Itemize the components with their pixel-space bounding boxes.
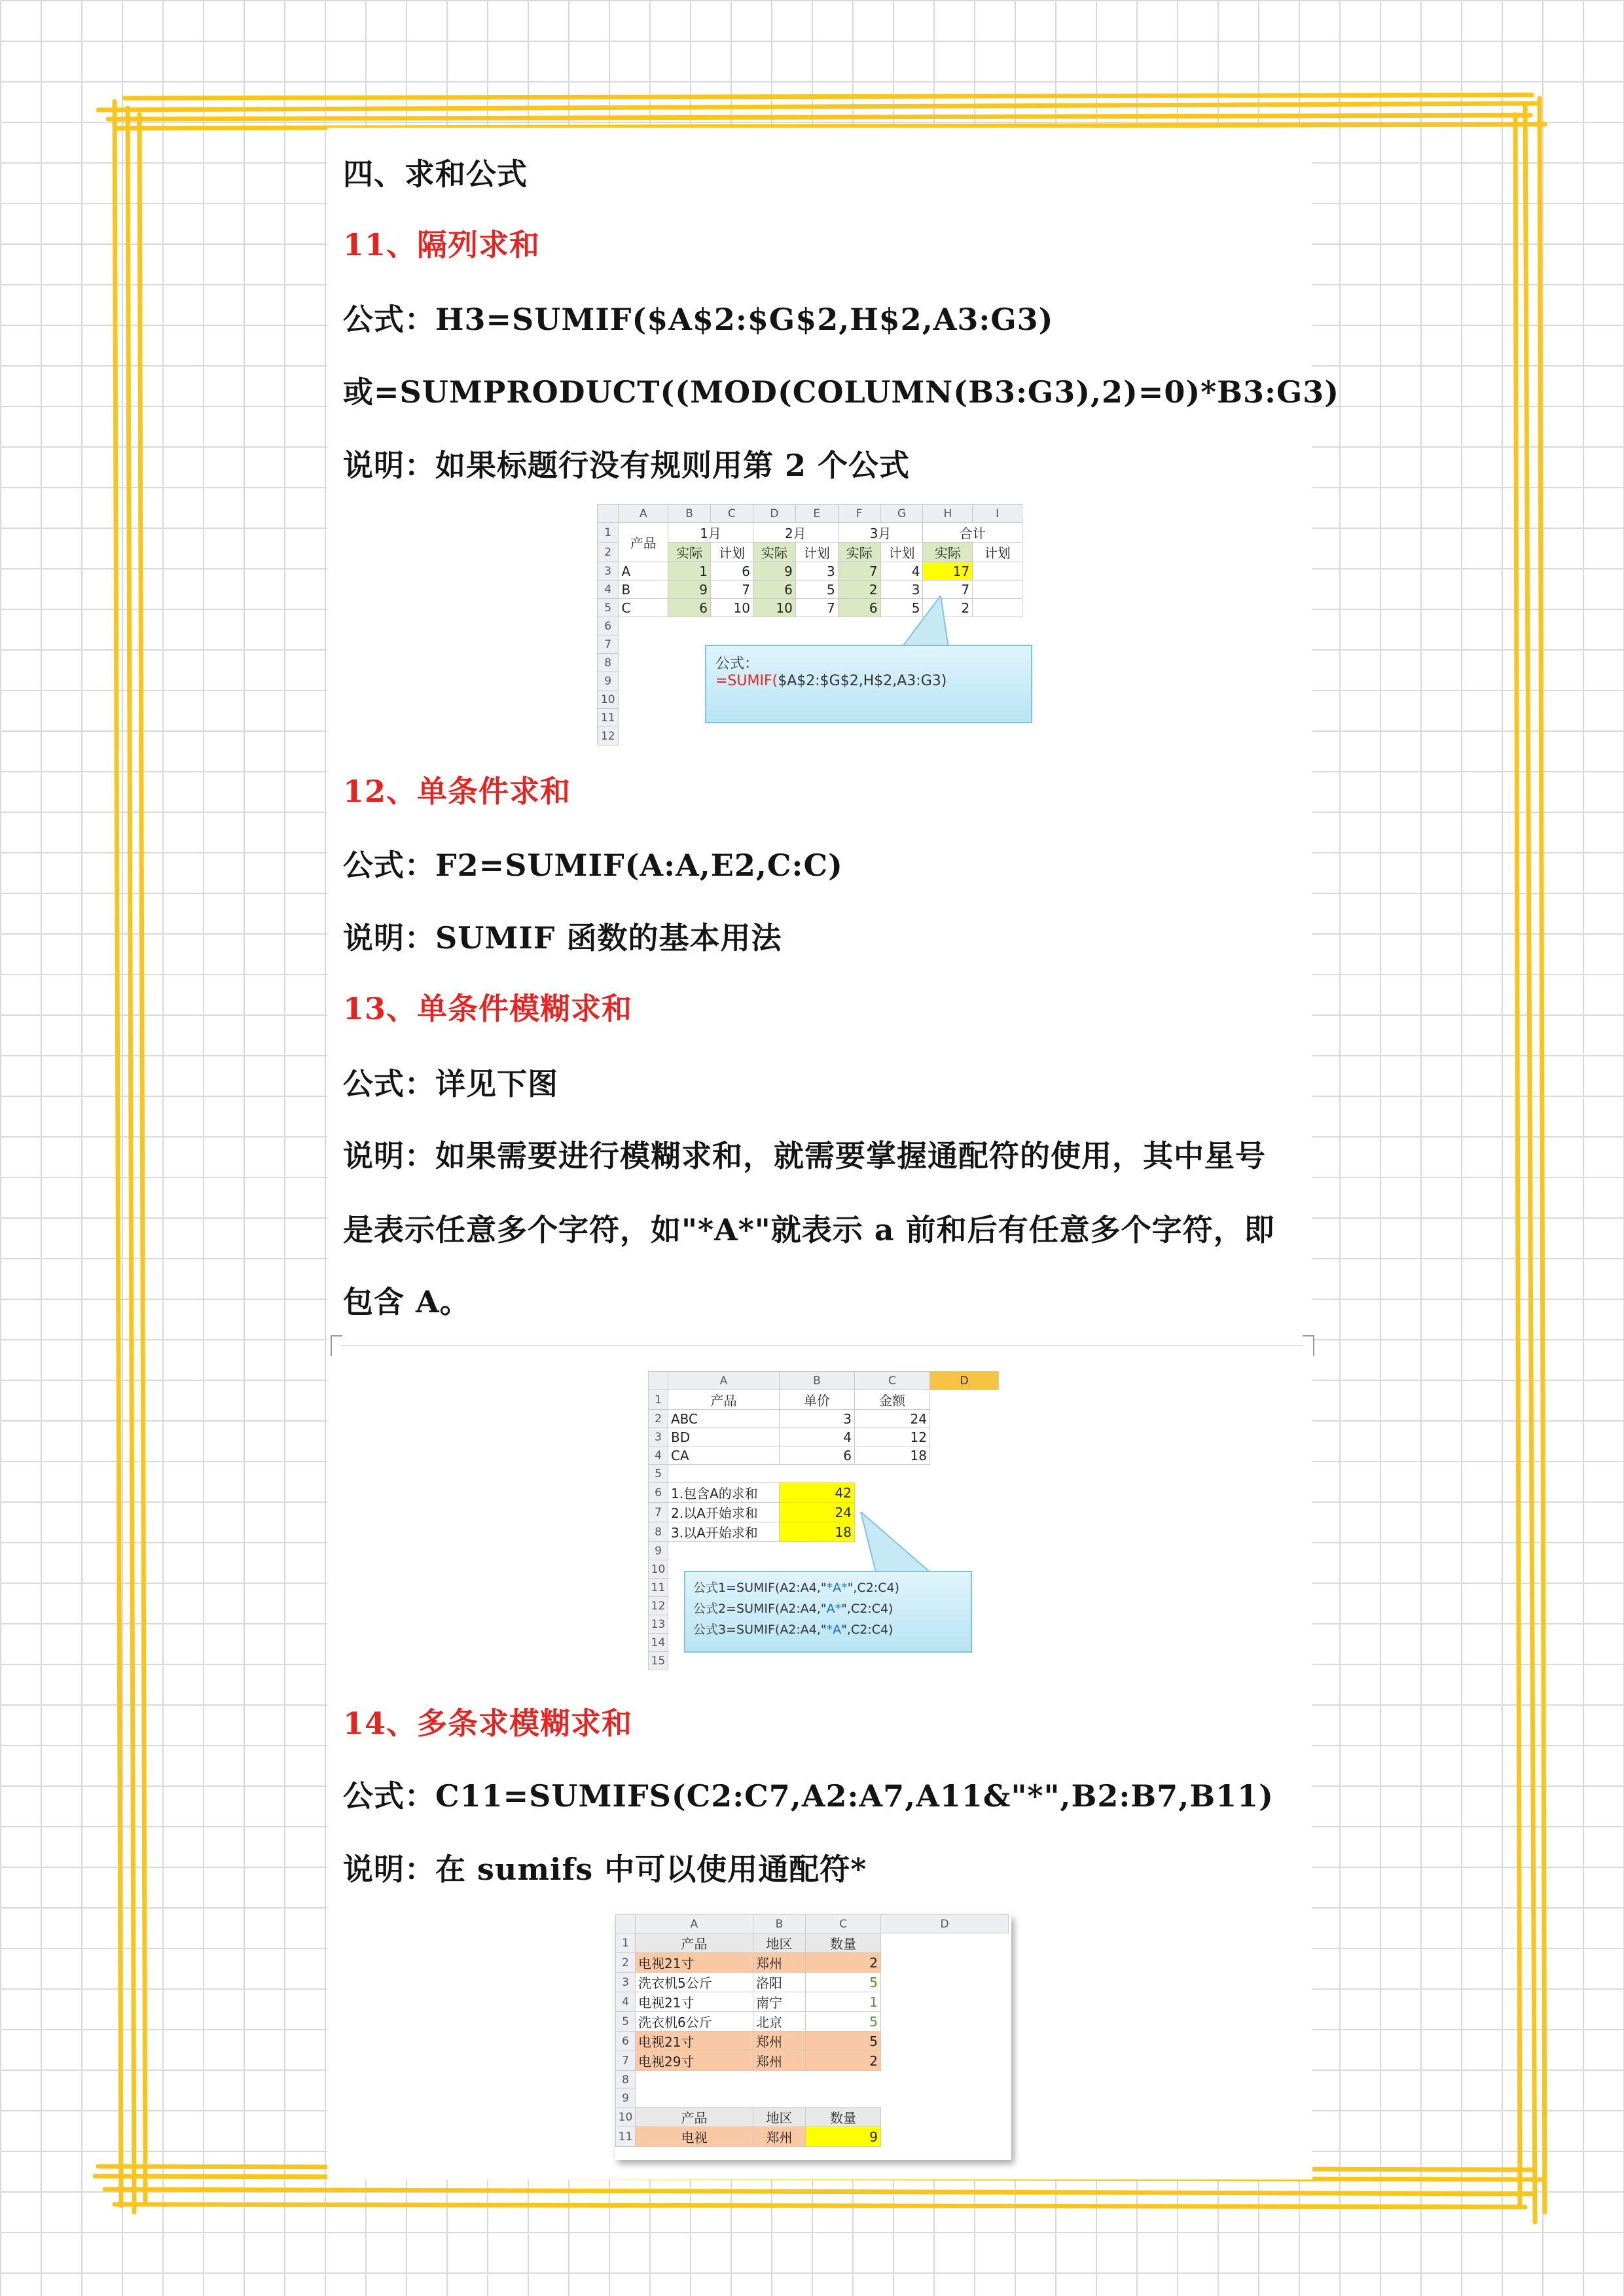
row-number: 13: [649, 1615, 668, 1634]
quantity-cell: 5: [806, 1973, 881, 1992]
month-header-cell: 1月: [668, 523, 753, 543]
result-label-cell: 2.以A开始求和: [668, 1503, 780, 1522]
sub-header-cell: 计划: [973, 543, 1022, 562]
row-number: 9: [598, 672, 619, 691]
region-cell: 郑州: [753, 2051, 806, 2071]
paragraph-mark-left: [331, 1335, 342, 1356]
sheet1-col-header: E: [795, 505, 838, 523]
row-number: 6: [598, 617, 619, 636]
product-header-cell: 产品: [619, 523, 668, 562]
table-row: [598, 727, 1022, 745]
sheet2-column-header-row: [649, 1372, 999, 1390]
callout-formula-2: [693, 1598, 963, 1619]
formula-prefix: 公式1=SUMIF(A2:A4,": [693, 1581, 827, 1595]
table-row: [616, 2089, 1009, 2108]
sub-header-cell: 计划: [795, 543, 838, 562]
row-number: 1: [616, 1933, 636, 1953]
table-row: [649, 1483, 999, 1503]
formula-suffix: ",C2:C4): [847, 1581, 899, 1595]
row-number: 11: [616, 2127, 636, 2147]
sheet2-col-header: C: [855, 1372, 930, 1390]
sheet1-col-header: A: [619, 505, 668, 523]
sheet1-col-header: B: [668, 505, 711, 523]
sheet3-col-header: D: [881, 1915, 1009, 1933]
sheet2-callout: [684, 1571, 972, 1653]
table-row: [616, 1992, 1009, 2012]
item-12-note: 说明：SUMIF 函数的基本用法: [343, 920, 782, 956]
row-number: 10: [598, 691, 619, 709]
table-row: [616, 1973, 1009, 1992]
header-cell: 产品: [636, 1933, 753, 1953]
value-cell: 5: [795, 581, 838, 599]
formula-suffix: ",C2:C4): [841, 1623, 893, 1637]
quantity-cell: 5: [806, 2012, 881, 2032]
table-row: [616, 1933, 1009, 1953]
price-cell: 3: [780, 1410, 855, 1428]
quantity-cell: 2: [806, 1953, 881, 1973]
value-cell: 6: [838, 599, 880, 617]
product-cell: B: [619, 581, 668, 599]
product-cell: A: [619, 562, 668, 581]
value-cell: 9: [668, 581, 711, 599]
sheet1-column-header-row: [598, 505, 1022, 523]
value-cell: [973, 599, 1022, 617]
amount-cell: 24: [855, 1410, 930, 1428]
header-cell: 金额: [855, 1390, 930, 1410]
row-number: 4: [598, 581, 619, 599]
table-row: [616, 2108, 1009, 2127]
product-cell: 电视21寸: [636, 1953, 753, 1973]
item-11-formula: 公式：H3=SUMIF($A$2:$G$2,H$2,A3:G3): [343, 302, 1054, 337]
amount-cell: 18: [855, 1446, 930, 1465]
item-12-heading: 12、单条件求和: [343, 774, 571, 809]
sheet1-col-header: C: [711, 505, 753, 523]
callout-function: =SUMIF(: [715, 673, 778, 689]
sheet1-col-header: D: [753, 505, 795, 523]
sheet1-screenshot: [597, 504, 1049, 743]
sub-header-cell: 计划: [880, 543, 923, 562]
table-row: [649, 1390, 999, 1410]
value-cell: 7: [795, 599, 838, 617]
result-label-cell: 1.包含A的求和: [668, 1483, 780, 1503]
region-cell: 郑州: [753, 2032, 806, 2051]
month-header-cell: 2月: [753, 523, 838, 543]
total-header-cell: 合计: [923, 523, 1022, 543]
item-11-alt-formula: 或=SUMPRODUCT((MOD(COLUMN(B3:G3),2)=0)*B3:G3): [343, 374, 1340, 410]
value-cell: 6: [753, 581, 795, 599]
header-cell: 单价: [780, 1390, 855, 1410]
table-row: [649, 1446, 999, 1465]
table-row: [598, 523, 1022, 543]
value-cell: 7: [711, 581, 753, 599]
value-cell: 2: [838, 581, 880, 599]
row-number: 3: [649, 1428, 668, 1446]
row-number: 1: [649, 1390, 668, 1410]
table-row: [616, 2051, 1009, 2071]
region-cell: 郑州: [753, 1953, 806, 1973]
row-number: 8: [616, 2071, 636, 2089]
sheet2-screenshot: [648, 1371, 1001, 1666]
product-cell: CA: [668, 1446, 780, 1465]
table-row: [616, 2032, 1009, 2051]
item-14-heading: 14、多条求模糊求和: [343, 1706, 633, 1741]
query-result-cell: 9: [806, 2127, 881, 2147]
value-cell: 1: [668, 562, 711, 581]
header-cell: 产品: [668, 1390, 780, 1410]
price-cell: 6: [780, 1446, 855, 1465]
row-number: 10: [649, 1560, 668, 1579]
result-value-cell: 42: [780, 1483, 855, 1503]
value-cell: 6: [711, 562, 753, 581]
value-cell: 9: [753, 562, 795, 581]
query-header-cell: 数量: [806, 2108, 881, 2127]
row-number: 7: [649, 1503, 668, 1522]
row-number: 5: [598, 599, 619, 617]
region-cell: 南宁: [753, 1992, 806, 2012]
wildcard-text: A*: [826, 1602, 842, 1616]
sheet3-screenshot: [615, 1914, 1011, 2160]
result-label-cell: 3.以A开始求和: [668, 1522, 780, 1542]
sheet1-callout: [705, 645, 1032, 723]
query-header-cell: 产品: [636, 2108, 753, 2127]
sheet3-col-header: B: [753, 1915, 806, 1933]
sub-header-cell: 实际: [753, 543, 795, 562]
value-cell: 10: [711, 599, 753, 617]
quantity-cell: 5: [806, 2032, 881, 2051]
formula-suffix: ",C2:C4): [841, 1602, 893, 1616]
wildcard-text: *A: [826, 1623, 842, 1637]
sub-header-cell: 计划: [711, 543, 753, 562]
sheet2-col-header: B: [780, 1372, 855, 1390]
callout-formula-1: [693, 1577, 963, 1598]
row-number: 3: [598, 562, 619, 581]
sub-header-cell: 实际: [838, 543, 880, 562]
sheet3-col-header: A: [636, 1915, 753, 1933]
price-cell: 4: [780, 1428, 855, 1446]
row-number: 6: [616, 2032, 636, 2051]
callout-label: 公式：: [715, 656, 759, 672]
product-cell: 洗衣机6公斤: [636, 2012, 753, 2032]
query-header-cell: 地区: [753, 2108, 806, 2127]
sheet3-column-header-row: [616, 1915, 1009, 1933]
row-number: 11: [649, 1579, 668, 1597]
product-cell: BD: [668, 1428, 780, 1446]
result-value-cell: 18: [780, 1522, 855, 1542]
result-value-cell: 24: [780, 1503, 855, 1522]
total-cell: 17: [923, 562, 973, 581]
row-number: 15: [649, 1652, 668, 1670]
value-cell: 7: [838, 562, 880, 581]
row-number: 5: [649, 1465, 668, 1483]
header-cell: 地区: [753, 1933, 806, 1953]
item-13-heading: 13、单条件模糊求和: [343, 991, 633, 1026]
item-13-note-line-2: 是表示任意多个字符，如"*A*"就表示 a 前和后有任意多个字符，即: [343, 1212, 1275, 1247]
region-cell: 北京: [753, 2012, 806, 2032]
formula-prefix: 公式3=SUMIF(A2:A4,": [693, 1623, 827, 1637]
row-number: 1: [598, 523, 619, 543]
table-row: [616, 2071, 1009, 2089]
value-cell: 6: [668, 599, 711, 617]
value-cell: 10: [753, 599, 795, 617]
row-number: 2: [598, 543, 619, 562]
sheet3-corner: [616, 1915, 636, 1933]
table-row: [649, 1410, 999, 1428]
sheet1-col-header: I: [973, 505, 1022, 523]
table-row: [598, 562, 1022, 581]
item-11-note: 说明：如果标题行没有规则用第 2 个公式: [343, 448, 911, 483]
table-row: [616, 2127, 1009, 2147]
row-number: 5: [616, 2012, 636, 2032]
sheet1-col-header: F: [838, 505, 880, 523]
query-region-cell: 郑州: [753, 2127, 806, 2147]
item-13-formula: 公式：详见下图: [343, 1066, 558, 1102]
row-number: 9: [649, 1542, 668, 1560]
value-cell: 4: [880, 562, 923, 581]
item-14-note: 说明：在 sumifs 中可以使用通配符*: [343, 1852, 867, 1887]
table-row: [649, 1652, 999, 1670]
sheet3-col-header: C: [806, 1915, 881, 1933]
section-divider: [340, 1345, 1303, 1346]
sheet2-col-header: D: [930, 1372, 999, 1390]
row-number: 4: [649, 1446, 668, 1465]
value-cell: 5: [880, 599, 923, 617]
product-cell: 洗衣机5公斤: [636, 1973, 753, 1992]
callout-formula: [715, 673, 1022, 689]
item-13-note-line-3: 包含 A。: [343, 1284, 471, 1319]
product-cell: C: [619, 599, 668, 617]
row-number: 6: [649, 1483, 668, 1503]
row-number: 11: [598, 709, 619, 727]
quantity-cell: 2: [806, 2051, 881, 2071]
row-number: 7: [616, 2051, 636, 2071]
table-row: [649, 1428, 999, 1446]
query-product-cell: 电视: [636, 2127, 753, 2147]
paragraph-mark-right: [1303, 1335, 1314, 1356]
header-cell: 数量: [806, 1933, 881, 1953]
section-title: 四、求和公式: [343, 156, 528, 192]
product-cell: 电视21寸: [636, 2032, 753, 2051]
region-cell: 洛阳: [753, 1973, 806, 1992]
row-number: 8: [649, 1522, 668, 1542]
row-number: 12: [598, 727, 619, 745]
value-cell: 3: [880, 581, 923, 599]
callout-formula-3: [693, 1619, 963, 1640]
product-cell: 电视21寸: [636, 1992, 753, 2012]
callout-arguments: $A$2:$G$2,H$2,A3:G3): [778, 673, 947, 689]
table-row: [616, 2012, 1009, 2032]
row-number: 9: [616, 2089, 636, 2108]
month-header-cell: 3月: [838, 523, 923, 543]
row-number: 10: [616, 2108, 636, 2127]
row-number: 8: [598, 654, 619, 672]
table-row: [649, 1465, 999, 1483]
wildcard-text: *A*: [826, 1581, 848, 1595]
row-number: 7: [598, 636, 619, 654]
amount-cell: 12: [855, 1428, 930, 1446]
quantity-cell: 1: [806, 1992, 881, 2012]
row-number: 3: [616, 1973, 636, 1992]
item-14-formula: 公式：C11=SUMIFS(C2:C7,A2:A7,A11&"*",B2:B7,B11): [343, 1778, 1274, 1814]
item-12-formula: 公式：F2=SUMIF(A:A,E2,C:C): [343, 848, 843, 883]
item-13-note-line-1: 说明：如果需要进行模糊求和，就需要掌握通配符的使用，其中星号: [343, 1138, 1266, 1174]
sub-header-cell: 实际: [923, 543, 973, 562]
table-row: [616, 1953, 1009, 1973]
row-number: 12: [649, 1597, 668, 1615]
row-number: 4: [616, 1992, 636, 2012]
sheet2-col-header: A: [668, 1372, 780, 1390]
value-cell: 3: [795, 562, 838, 581]
sheet1-corner: [598, 505, 619, 523]
total-cell: 7: [923, 581, 973, 599]
row-number: 2: [649, 1410, 668, 1428]
item-11-heading: 11、隔列求和: [343, 227, 541, 262]
sheet2-corner: [649, 1372, 668, 1390]
sheet1-col-header: H: [923, 505, 973, 523]
sub-header-cell: 实际: [668, 543, 711, 562]
product-cell: 电视29寸: [636, 2051, 753, 2071]
row-number: 2: [616, 1953, 636, 1973]
value-cell: [973, 581, 1022, 599]
formula-prefix: 公式2=SUMIF(A2:A4,": [693, 1602, 827, 1616]
product-cell: ABC: [668, 1410, 780, 1428]
value-cell: [973, 562, 1022, 581]
sheet1-col-header: G: [880, 505, 923, 523]
row-number: 14: [649, 1634, 668, 1652]
total-cell: 2: [923, 599, 973, 617]
